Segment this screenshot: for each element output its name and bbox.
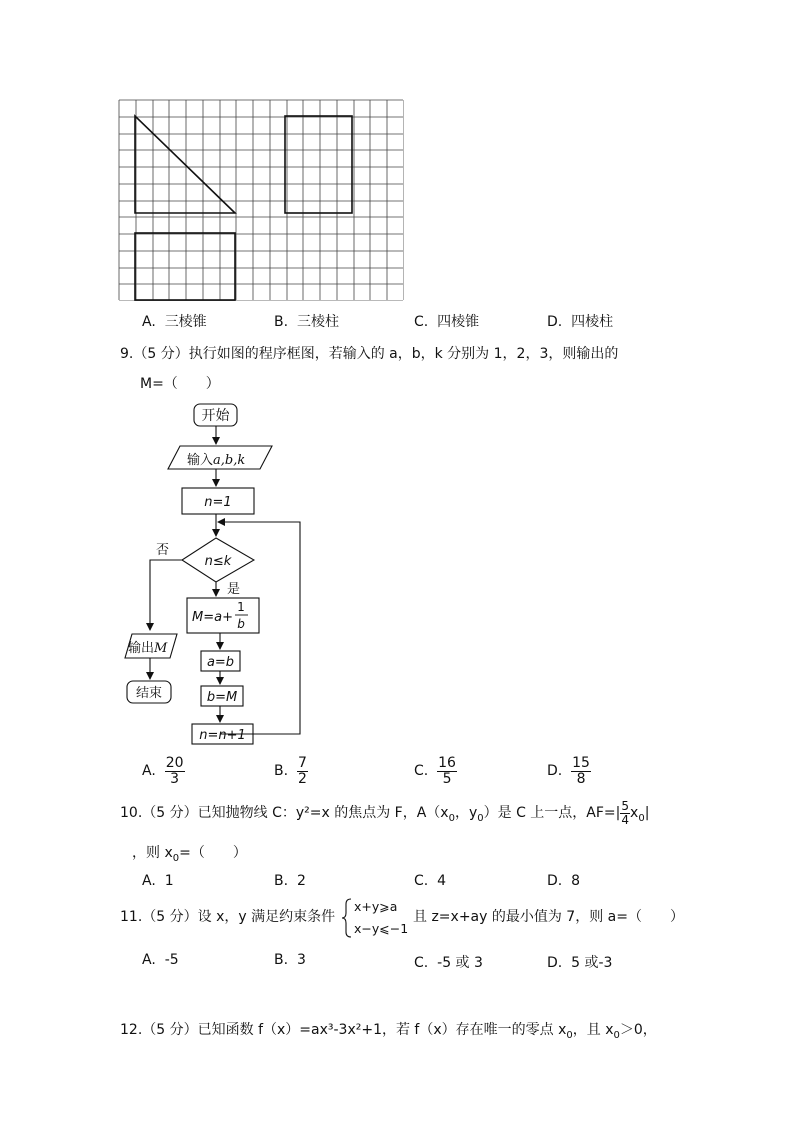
q10-stem-line1: 10.（5 分）已知抛物线 C：y²=x 的焦点为 F，$A(x_0$，$y_0$）是 C 上一点，AF=| $\frac{5}{4}$ $x_0|$ — [120, 799, 650, 827]
q11-inequality-1: x+y⩾a — [354, 899, 398, 914]
three-view-grid-figure — [118, 99, 404, 301]
flow-assign-a-label: a=b — [206, 655, 235, 670]
q11-stem-prefix: 11.（5 分）设 x，y 满足约束条件 — [120, 909, 336, 925]
q11-option-c: C. -5 或 3 — [414, 955, 483, 971]
q10-option-d: D. 8 — [547, 873, 581, 889]
q9-stem-line1: 9.（5 分）执行如图的程序框图，若输入的 a，b，k 分别为 1，2，3，则输出的 — [120, 346, 619, 362]
q11-inequality-2: x−y⩽−1 — [354, 921, 409, 936]
flow-increment-label: n=n+1 — [199, 728, 246, 743]
q10-option-b: B. 2 — [274, 873, 306, 889]
flowchart — [110, 398, 320, 750]
flow-assign-b-label: b=M — [206, 690, 238, 705]
q9-option-d: D. $\frac{15}{8}$ — [547, 755, 590, 787]
flow-assign-m-label: M=a+ — [192, 610, 233, 625]
q9-option-b: B. $\frac{7}{2}$ — [274, 755, 307, 787]
left-brace-icon — [341, 898, 353, 938]
q12-stem-line1: 12.（5 分）已知函数 f（x）=ax³-3x²+1，若 f（x）存在唯一的零点 $x_0$，且 $x_0>0$， — [120, 1022, 657, 1041]
side-view-rectangle — [285, 116, 352, 213]
flow-condition-label: n≤k — [204, 554, 232, 569]
flow-start-label: 开始 — [201, 408, 230, 424]
q8-option-c: C. 四棱锥 — [414, 314, 480, 330]
q10-stem-line2: ，则 $x_0=$（ ） — [132, 845, 247, 864]
flow-init-label: n=1 — [204, 495, 232, 510]
q9-option-a: A. $\frac{20}{3}$ — [142, 755, 184, 787]
flow-assign-m-numerator: 1 — [237, 600, 245, 614]
q8-option-b: B. 三棱柱 — [274, 314, 339, 330]
flow-no-label: 否 — [156, 543, 170, 558]
flow-yes-label: 是 — [227, 582, 241, 597]
q8-option-a: A. 三棱锥 — [142, 314, 207, 330]
q10-option-c: C. 4 — [414, 873, 447, 889]
flow-end-label: 结束 — [135, 686, 163, 701]
q9-option-c: C. $\frac{16}{5}$ — [414, 755, 456, 787]
q10-option-a: A. 1 — [142, 873, 174, 889]
flow-output-label: 输出M — [128, 641, 168, 656]
flow-input-label: 输入a,b,k — [187, 453, 246, 468]
q11-option-b: B. 3 — [274, 952, 306, 968]
q11-option-d: D. 5 或-3 — [547, 955, 613, 971]
q9-stem-line2: M=（ ） — [140, 376, 220, 392]
q11-option-a: A. -5 — [142, 952, 179, 968]
flow-assign-m-denominator: b — [237, 617, 245, 631]
q11-stem-suffix: 且 z=x+ay 的最小值为 7，则 a=（ ） — [413, 909, 684, 925]
q8-option-d: D. 四棱柱 — [547, 314, 614, 330]
